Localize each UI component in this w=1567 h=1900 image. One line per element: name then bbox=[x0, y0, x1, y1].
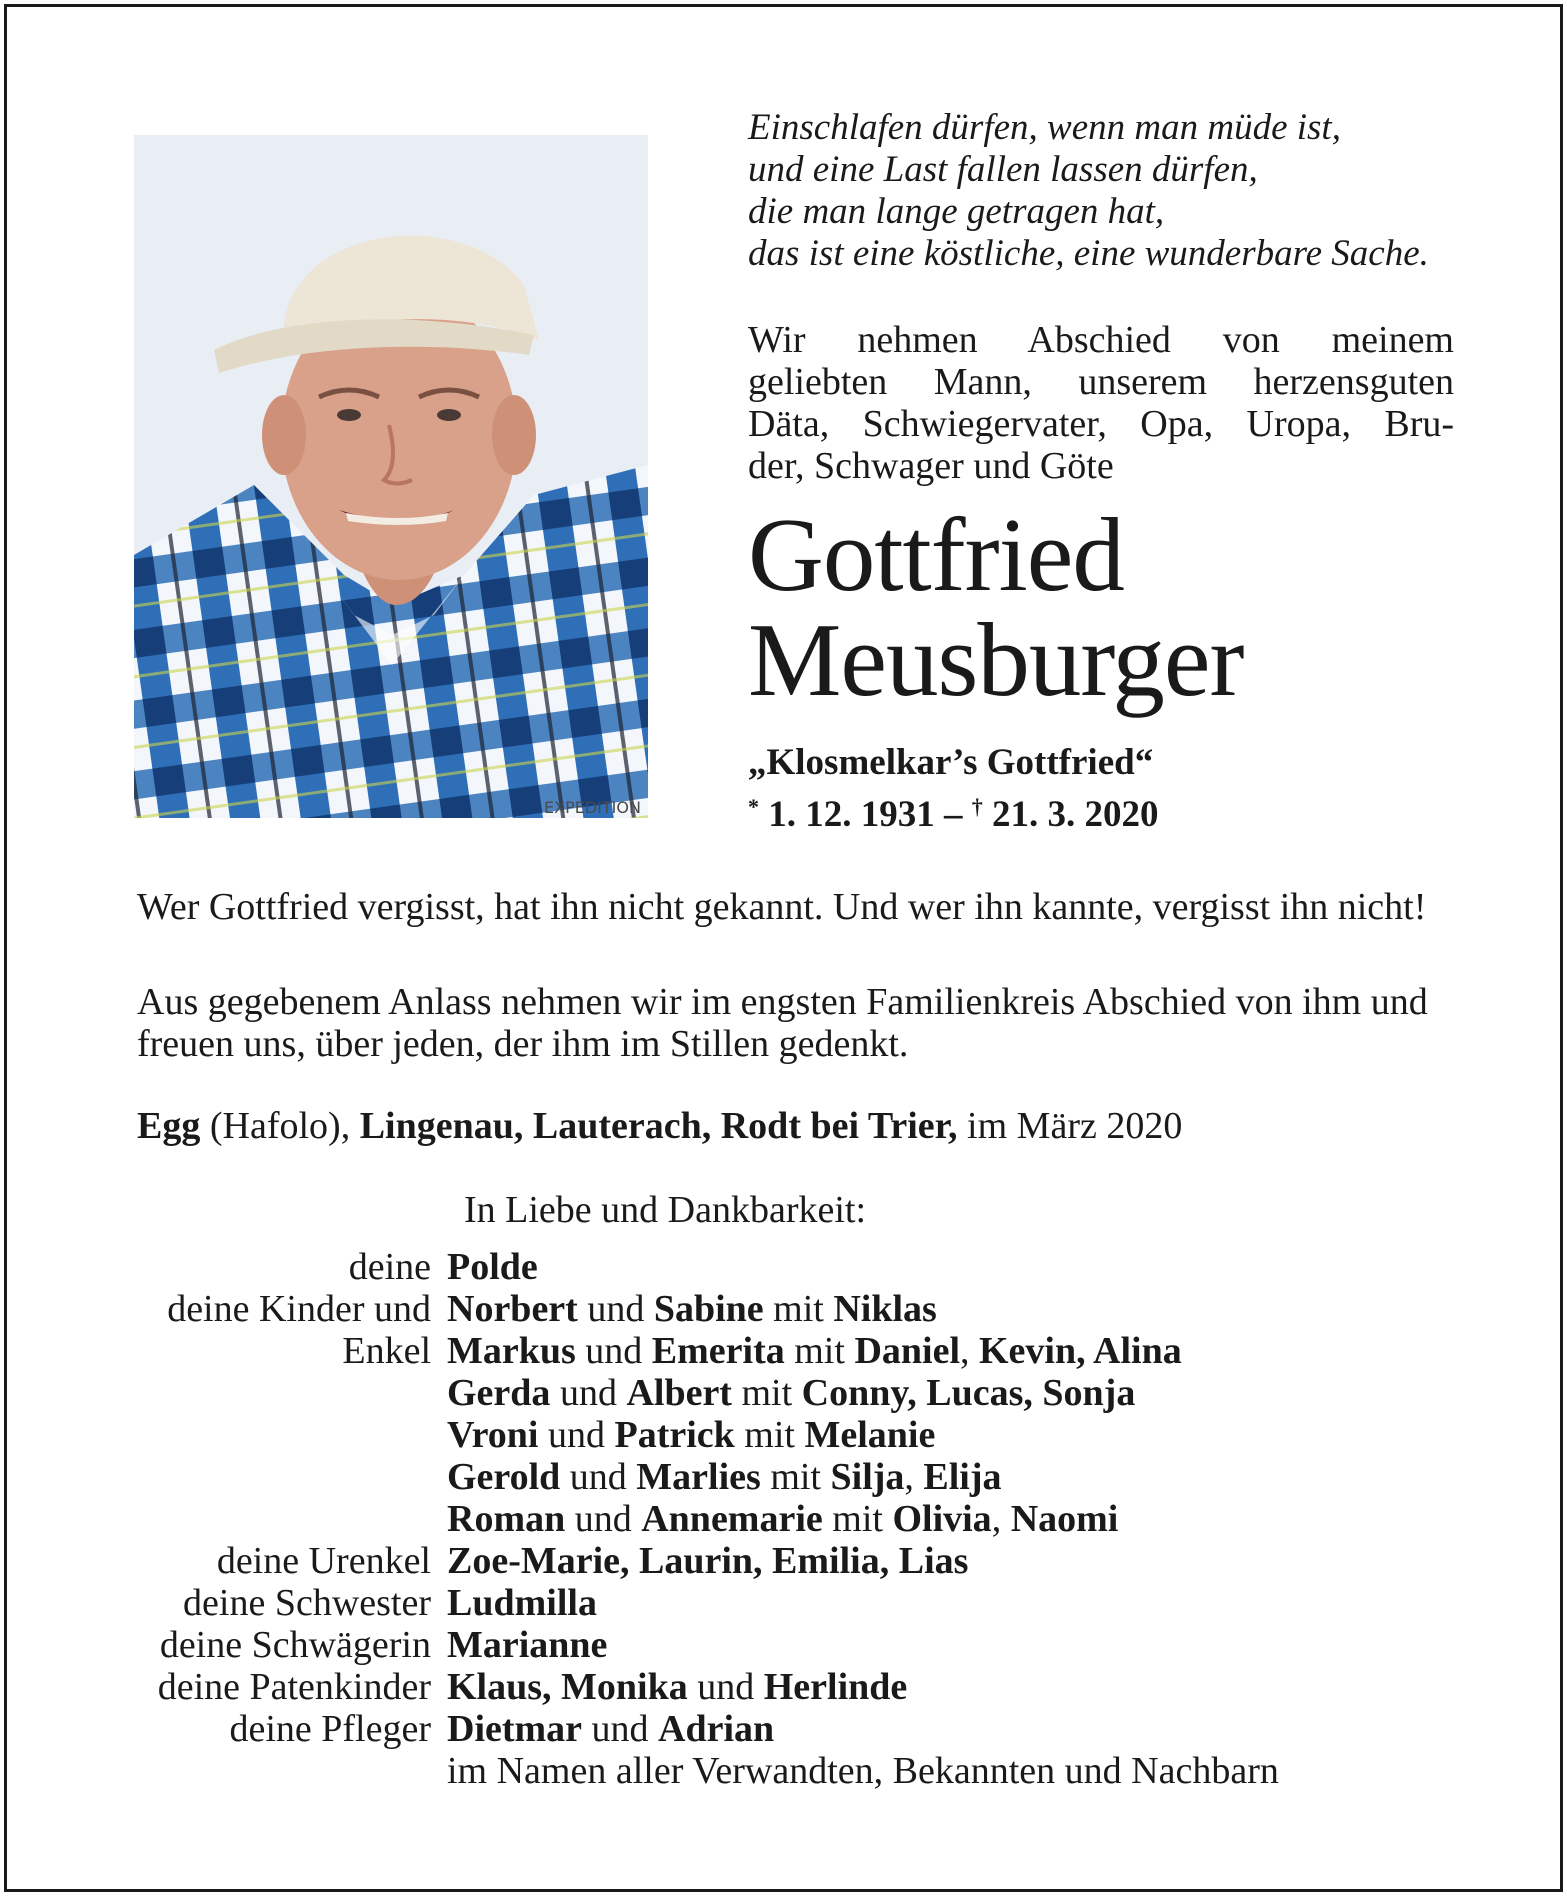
family-connector: im Namen aller Verwandten, Bekannten und Nachbarn bbox=[447, 1750, 1279, 1792]
death-date: 21. 3. 2020 bbox=[992, 794, 1159, 835]
intro-line: Wir nehmen Abschied von meinem bbox=[748, 319, 1454, 361]
message-farewell: Aus gegebenem Anlass nehmen wir im engsten Familienkreis Abschied von ihm und freuen uns, über jeden, der ihm im Stillen gedenkt. bbox=[137, 981, 1428, 1065]
date-dash: – bbox=[944, 794, 963, 835]
family-row bbox=[7, 1624, 1507, 1666]
family-connector: und bbox=[560, 1456, 637, 1498]
places-line bbox=[137, 1105, 1182, 1147]
family-names bbox=[447, 1288, 1507, 1330]
thanks-line: In Liebe und Dankbarkeit: bbox=[464, 1189, 867, 1231]
family-relation bbox=[7, 1750, 447, 1792]
family-name: Roman bbox=[447, 1498, 566, 1540]
family-row bbox=[7, 1708, 1507, 1750]
family-name: Conny, Lucas, Sonja bbox=[801, 1372, 1136, 1414]
family-name: Naomi bbox=[1010, 1498, 1119, 1540]
family-names bbox=[447, 1708, 1507, 1750]
family-connector: und bbox=[575, 1330, 652, 1372]
first-name: Gottfried bbox=[748, 496, 1124, 613]
poem-line: und eine Last fallen lassen dürfen, bbox=[748, 149, 1258, 190]
family-name: Klaus, Monika bbox=[447, 1666, 688, 1708]
family-names bbox=[447, 1372, 1507, 1414]
family-name: Kevin, Alina bbox=[979, 1330, 1182, 1372]
family-row bbox=[7, 1582, 1507, 1624]
family-name: Emerita bbox=[651, 1330, 785, 1372]
family-connector: mit bbox=[760, 1456, 831, 1498]
family-names bbox=[447, 1498, 1507, 1540]
intro-line: geliebten Mann, unserem herzensguten bbox=[748, 361, 1454, 403]
family-relation bbox=[7, 1372, 447, 1414]
family-relation: deine Schwester bbox=[183, 1582, 431, 1624]
family-row bbox=[7, 1246, 1507, 1288]
family-name: Melanie bbox=[804, 1414, 936, 1456]
places-other: Lingenau, Lauterach, Rodt bei Trier, bbox=[359, 1105, 958, 1147]
family-connector: mit bbox=[822, 1498, 893, 1540]
family-connector: , bbox=[960, 1330, 979, 1372]
place-date: im März 2020 bbox=[967, 1105, 1183, 1147]
family-name: Adrian bbox=[658, 1708, 775, 1750]
nickname: „Klosmelkar’s Gottfried“ bbox=[748, 742, 1154, 783]
family-row bbox=[7, 1288, 1507, 1330]
family-connector: , bbox=[991, 1498, 1011, 1540]
family-row bbox=[7, 1750, 1507, 1792]
portrait-photo-icon bbox=[134, 135, 648, 818]
family-names bbox=[447, 1624, 1507, 1666]
poem-line: die man lange getragen hat, bbox=[748, 191, 1165, 232]
family-connector: und bbox=[582, 1708, 659, 1750]
poem-line: Einschlafen dürfen, wenn man müde ist, bbox=[748, 107, 1341, 148]
family-relation: Enkel bbox=[342, 1330, 431, 1372]
family-connector: mit bbox=[763, 1288, 834, 1330]
family-name: Daniel bbox=[854, 1330, 960, 1372]
family-names bbox=[447, 1246, 1507, 1288]
family-relation bbox=[7, 1414, 447, 1456]
family-row bbox=[7, 1372, 1507, 1414]
family-row bbox=[7, 1540, 1507, 1582]
family-name: Herlinde bbox=[763, 1666, 908, 1708]
birth-date: 1. 12. 1931 bbox=[768, 794, 935, 835]
family-row bbox=[7, 1498, 1507, 1540]
message-remember: Wer Gottfried vergisst, hat ihn nicht gekannt. Und wer ihn kannte, vergisst ihn nicht! bbox=[137, 886, 1427, 928]
family-connector: und bbox=[565, 1498, 642, 1540]
family-names bbox=[447, 1414, 1507, 1456]
family-name: Marianne bbox=[447, 1624, 608, 1666]
family-name: Sabine bbox=[653, 1288, 764, 1330]
family-name: Marlies bbox=[636, 1456, 761, 1498]
family-names bbox=[447, 1330, 1507, 1372]
deceased-name bbox=[748, 496, 1548, 718]
family-row bbox=[7, 1666, 1507, 1708]
family-connector: mit bbox=[784, 1330, 855, 1372]
poem-line: das ist eine köstliche, eine wunderbare Sache. bbox=[748, 233, 1429, 274]
shirt-label: EXPEDITION bbox=[544, 798, 641, 817]
life-dates bbox=[748, 786, 1159, 836]
family-names bbox=[447, 1666, 1507, 1708]
family-names bbox=[447, 1456, 1507, 1498]
family-connector: und bbox=[538, 1414, 615, 1456]
family-name: Niklas bbox=[833, 1288, 937, 1330]
family-name: Ludmilla bbox=[447, 1582, 597, 1624]
family-connector: und bbox=[577, 1288, 654, 1330]
family-names bbox=[447, 1750, 1507, 1792]
family-relation: deine Patenkinder bbox=[157, 1666, 431, 1708]
family-connector: und bbox=[550, 1372, 627, 1414]
family-name: Dietmar bbox=[447, 1708, 583, 1750]
death-symbol: † bbox=[971, 794, 983, 819]
family-relation: deine Schwägerin bbox=[159, 1624, 431, 1666]
family-name: Zoe-Marie, Laurin, Emilia, Lias bbox=[447, 1540, 969, 1582]
family-connector: , bbox=[904, 1456, 924, 1498]
poem bbox=[748, 107, 1548, 275]
family-relation: deine Pfleger bbox=[229, 1708, 431, 1750]
obituary-notice bbox=[4, 4, 1563, 1892]
family-connector: mit bbox=[734, 1414, 805, 1456]
family-names bbox=[447, 1540, 1507, 1582]
intro-text bbox=[748, 319, 1454, 487]
family-name: Markus bbox=[447, 1330, 576, 1372]
family-row bbox=[7, 1456, 1507, 1498]
last-name: Meusburger bbox=[748, 601, 1244, 718]
family-name: Gerold bbox=[447, 1456, 561, 1498]
place-egg: Egg bbox=[137, 1105, 201, 1147]
family-name: Gerda bbox=[447, 1372, 551, 1414]
family-name: Norbert bbox=[447, 1288, 578, 1330]
family-name: Silja bbox=[830, 1456, 905, 1498]
place-note: (Hafolo), bbox=[209, 1105, 351, 1147]
family-relation: deine Kinder und bbox=[167, 1288, 431, 1330]
family-name: Vroni bbox=[447, 1414, 539, 1456]
family-relation: deine Urenkel bbox=[216, 1540, 431, 1582]
family-row bbox=[7, 1330, 1507, 1372]
family-list bbox=[7, 1246, 1507, 1792]
family-name: Elija bbox=[923, 1456, 1002, 1498]
intro-line: der, Schwager und Göte bbox=[748, 445, 1114, 487]
portrait-photo bbox=[134, 135, 648, 818]
family-relation bbox=[7, 1456, 447, 1498]
family-name: Annemarie bbox=[641, 1498, 823, 1540]
family-connector: und bbox=[687, 1666, 764, 1708]
family-row bbox=[7, 1414, 1507, 1456]
family-names bbox=[447, 1582, 1507, 1624]
intro-line: Däta, Schwiegervater, Opa, Uropa, Bru- bbox=[748, 403, 1454, 445]
family-connector: mit bbox=[731, 1372, 802, 1414]
family-name: Patrick bbox=[614, 1414, 735, 1456]
family-name: Albert bbox=[626, 1372, 732, 1414]
birth-symbol: * bbox=[748, 794, 759, 819]
family-relation: deine bbox=[348, 1246, 431, 1288]
family-name: Olivia bbox=[892, 1498, 992, 1540]
family-relation bbox=[7, 1498, 447, 1540]
family-name: Polde bbox=[447, 1246, 538, 1288]
